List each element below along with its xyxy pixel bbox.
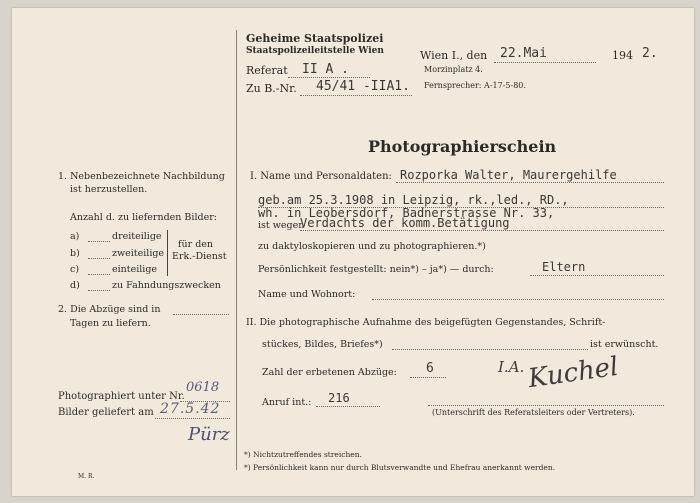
item2-line1: II. Die photographische Aufnahme des beigefügten Gegenstandes, Schrift-: [246, 317, 606, 328]
option-a-line: [88, 241, 110, 242]
office-phone: Fernsprecher: A-17-5-80.: [424, 81, 526, 90]
left-item2-line1: 2. Die Abzüge sind in: [58, 304, 161, 315]
personality-value: Eltern: [542, 260, 586, 274]
left-item1-line2: ist herzustellen.: [70, 184, 148, 195]
option-a-label: dreiteilige: [112, 231, 162, 242]
option-brace: [167, 230, 168, 276]
option-c-label: einteilige: [112, 264, 158, 275]
office-address: Morzinplatz 4.: [424, 65, 483, 74]
option-d-label: zu Fahndungszwecken: [112, 280, 221, 291]
bnr-value: 45/41 -IIA1.: [316, 79, 410, 94]
option-d-line: [88, 290, 110, 291]
year-prefix: 194: [612, 49, 633, 62]
item2-end: ist erwünscht.: [590, 339, 659, 350]
option-b-label: zweiteilige: [112, 248, 165, 259]
bnr-line: [300, 95, 412, 96]
agency-name: Geheime Staatspolizei: [246, 32, 384, 45]
referat-value: II A .: [302, 62, 349, 77]
call-label: Anruf int.:: [262, 397, 312, 408]
item2-line2: stückes, Bildes, Briefes*): [262, 339, 383, 350]
personality-line: [530, 275, 664, 276]
photographed-value: 0618: [186, 380, 220, 395]
reason-line: [300, 230, 664, 231]
reason-value: Verdachts der komm.Betätigung: [300, 216, 510, 230]
days-line: [173, 314, 229, 315]
call-value: 216: [328, 391, 350, 405]
brace-line2: Erk.-Dienst: [172, 251, 227, 262]
option-b-letter: b): [70, 248, 80, 259]
column-divider: [236, 30, 237, 470]
place-label: Wien I., den: [420, 49, 488, 62]
count-label: Anzahl d. zu liefernden Bilder:: [70, 212, 217, 223]
copies-value: 6: [426, 361, 434, 376]
option-b-line: [88, 258, 110, 259]
option-c-line: [88, 274, 110, 275]
referat-label: Referat: [246, 64, 288, 77]
office-name: Staatspolizeileitstelle Wien: [246, 46, 384, 56]
name-line: [396, 182, 664, 183]
document-title: Photographierschein: [368, 137, 557, 156]
personality-label: Persönlichkeit festgestellt: nein*) – ja*) — durch:: [258, 264, 494, 275]
name-address-label: Name und Wohnort:: [258, 289, 356, 300]
year-suffix: 2.: [642, 46, 658, 61]
personal-line3: wh. in Leobersdorf, Badnerstrasse Nr. 33,: [258, 206, 555, 220]
footer-mark: M. R.: [78, 473, 95, 480]
personal-line2: geb.am 25.3.1908 in Leipzig, rk.,led., RD.,: [258, 193, 569, 207]
delivered-label: Bilder geliefert am: [58, 407, 154, 418]
signature-caption: (Unterschrift des Referatsleiters oder Vertreters).: [432, 408, 635, 417]
bnr-label: Zu B.-Nr.: [246, 82, 297, 95]
signature-line: [428, 405, 664, 406]
footnote-1: *) Nichtzutreffendes streichen.: [244, 450, 362, 459]
name-value: Rozporka Walter, Maurergehilfe: [400, 168, 617, 182]
copies-label: Zahl der erbetenen Abzüge:: [262, 367, 397, 378]
option-a-letter: a): [70, 231, 80, 242]
initials-signature: Pürz: [188, 424, 230, 445]
name-address-line: [372, 299, 664, 300]
left-item2-line2: Tagen zu liefern.: [70, 318, 151, 329]
signature-prefix: I.A.: [498, 358, 525, 376]
date-line: [494, 62, 596, 63]
brace-line1: für den: [178, 239, 214, 250]
left-item1-line1: 1. Nebenbezeichnete Nachbildung: [58, 171, 225, 182]
copies-line: [410, 377, 446, 378]
daktylo-text: zu daktyloskopieren und zu photographieren.*): [258, 241, 486, 252]
photographed-label: Photographiert unter Nr.: [58, 391, 185, 402]
delivered-value: 27.5.42: [160, 401, 221, 417]
date-value: 22.Mai: [500, 46, 547, 61]
name-label: I. Name und Personaldaten:: [250, 171, 392, 182]
item2-line: [392, 349, 588, 350]
referat-line: [288, 77, 370, 78]
option-c-letter: c): [70, 264, 80, 275]
signature-name: Kuchel: [526, 351, 621, 395]
option-d-letter: d): [70, 280, 80, 291]
ist-wegen-label: ist wegen: [258, 220, 305, 231]
footnote-2: *) Persönlichkeit kann nur durch Blutsverwandte und Ehefrau anerkannt werden.: [244, 463, 556, 472]
delivered-line: [155, 418, 230, 419]
call-line: [316, 406, 380, 407]
